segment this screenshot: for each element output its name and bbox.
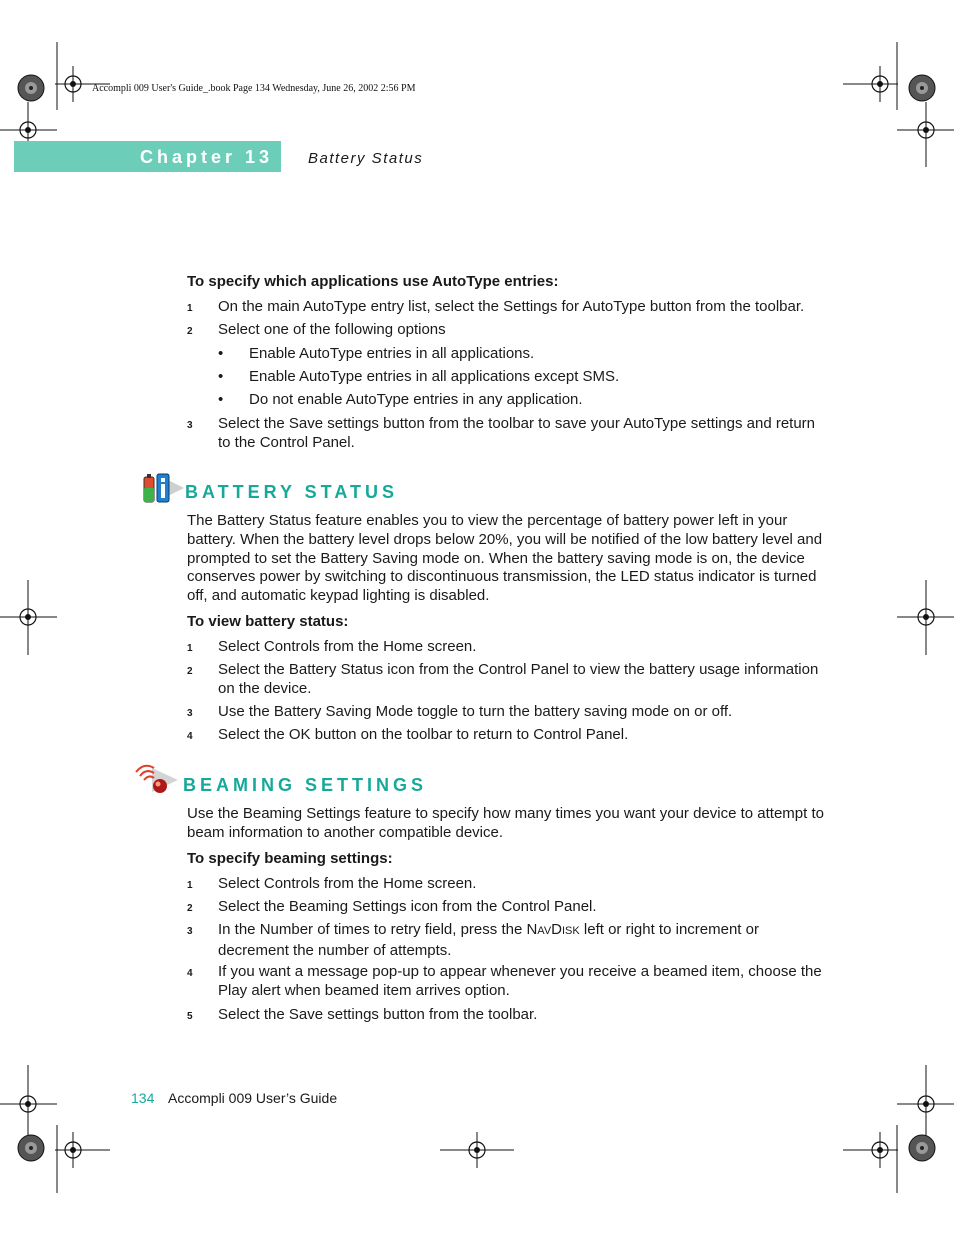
step-text: On the main AutoType entry list, select the Settings for AutoType button from the toolbar. <box>218 298 805 315</box>
step-text: Use the Battery Saving Mode toggle to turn the battery saving mode on or off. <box>218 703 733 720</box>
battery-info-icon <box>140 472 184 504</box>
autotype-step <box>187 414 827 452</box>
step-number: 5 <box>187 1011 193 1022</box>
step-text: Select the Save settings button from the toolbar. <box>218 1006 538 1023</box>
page-number: 134 <box>131 1090 155 1106</box>
battery-procedure-title: To view battery status: <box>187 613 349 630</box>
beaming-step <box>187 897 827 916</box>
chapter-tab <box>14 141 281 172</box>
step-number: 3 <box>187 420 193 431</box>
bullet-text: Do not enable AutoType entries in any application. <box>249 391 583 408</box>
bullet-text: Enable AutoType entries in all applications except SMS. <box>249 368 620 385</box>
step-text: Select the Beaming Settings icon from the Control Panel. <box>218 898 597 915</box>
beaming-settings-heading: BEAMING SETTINGS <box>183 775 428 795</box>
step-number: 1 <box>187 303 193 314</box>
running-head-title: Battery Status <box>308 150 424 167</box>
footer-book-title: Accompli 009 User’s Guide <box>168 1090 338 1106</box>
beaming-intro-paragraph: Use the Beaming Settings feature to specify how many times you want your device to attempt to beam information to another compatible device. <box>187 805 824 841</box>
step-number: 3 <box>187 926 193 937</box>
bullet-text: Enable AutoType entries in all applications. <box>249 345 535 362</box>
battery-step <box>187 725 827 744</box>
step-number: 2 <box>187 903 193 914</box>
bullet-dot: • <box>218 391 224 408</box>
battery-intro-paragraph: The Battery Status feature enables you to view the percentage of battery power left in your battery. When the battery level drops below 20%, you will be notified of the low battery level and prompted to set the Battery Saving mode on. When the battery saving mode is on, the device conserves power by switching to discontinuous transmission, the LED status indicator is turned off, and automatic keypad lighting is disabled. <box>187 512 823 605</box>
small-caps-part: ISK <box>562 925 580 937</box>
battery-status-heading: BATTERY STATUS <box>185 482 398 502</box>
step-text: If you want a message pop-up to appear whenever you receive a beamed item, choose the Play alert when beamed item arrives option. <box>218 963 822 999</box>
beaming-step <box>187 874 827 893</box>
small-caps-part: AV <box>537 925 552 937</box>
beaming-step <box>187 962 827 1000</box>
step-text <box>218 920 828 960</box>
battery-step <box>187 660 827 698</box>
bullet-dot: • <box>218 345 224 362</box>
step-number: 2 <box>187 326 193 337</box>
autotype-step <box>187 297 827 316</box>
chapter-label: Chapter 13 <box>139 147 273 167</box>
beaming-step <box>187 920 827 958</box>
step-text-part: left or right to increment or decrement the number of attempts. <box>218 921 759 959</box>
autotype-step <box>187 320 827 339</box>
beaming-icon <box>132 762 180 796</box>
battery-step <box>187 702 827 721</box>
printer-info-line: Accompli 009 User's Guide_.book Page 134 Wednesday, June 26, 2002 2:56 PM <box>92 83 416 94</box>
bullet-dot: • <box>218 368 224 385</box>
beaming-step <box>187 1005 827 1024</box>
step-number: 4 <box>187 731 193 742</box>
step-number: 1 <box>187 880 193 891</box>
autotype-procedure-title: To specify which applications use AutoType entries: <box>187 273 559 290</box>
battery-step <box>187 637 827 656</box>
step-text: Select the OK button on the toolbar to return to Control Panel. <box>218 726 629 743</box>
step-text: Select Controls from the Home screen. <box>218 638 477 655</box>
step-text: Select one of the following options <box>218 321 446 338</box>
step-text-part: D <box>551 921 562 938</box>
step-text: Select Controls from the Home screen. <box>218 875 477 892</box>
beaming-procedure-title: To specify beaming settings: <box>187 850 393 867</box>
step-number: 2 <box>187 666 193 677</box>
step-number: 3 <box>187 708 193 719</box>
step-number: 4 <box>187 968 193 979</box>
step-number: 1 <box>187 643 193 654</box>
step-text: Select the Battery Status icon from the Control Panel to view the battery usage information on the device. <box>218 661 819 697</box>
step-text: Select the Save settings button from the toolbar to save your AutoType settings and return to the Control Panel. <box>218 415 816 451</box>
step-text-part: In the Number of times to retry field, press the N <box>218 921 538 938</box>
